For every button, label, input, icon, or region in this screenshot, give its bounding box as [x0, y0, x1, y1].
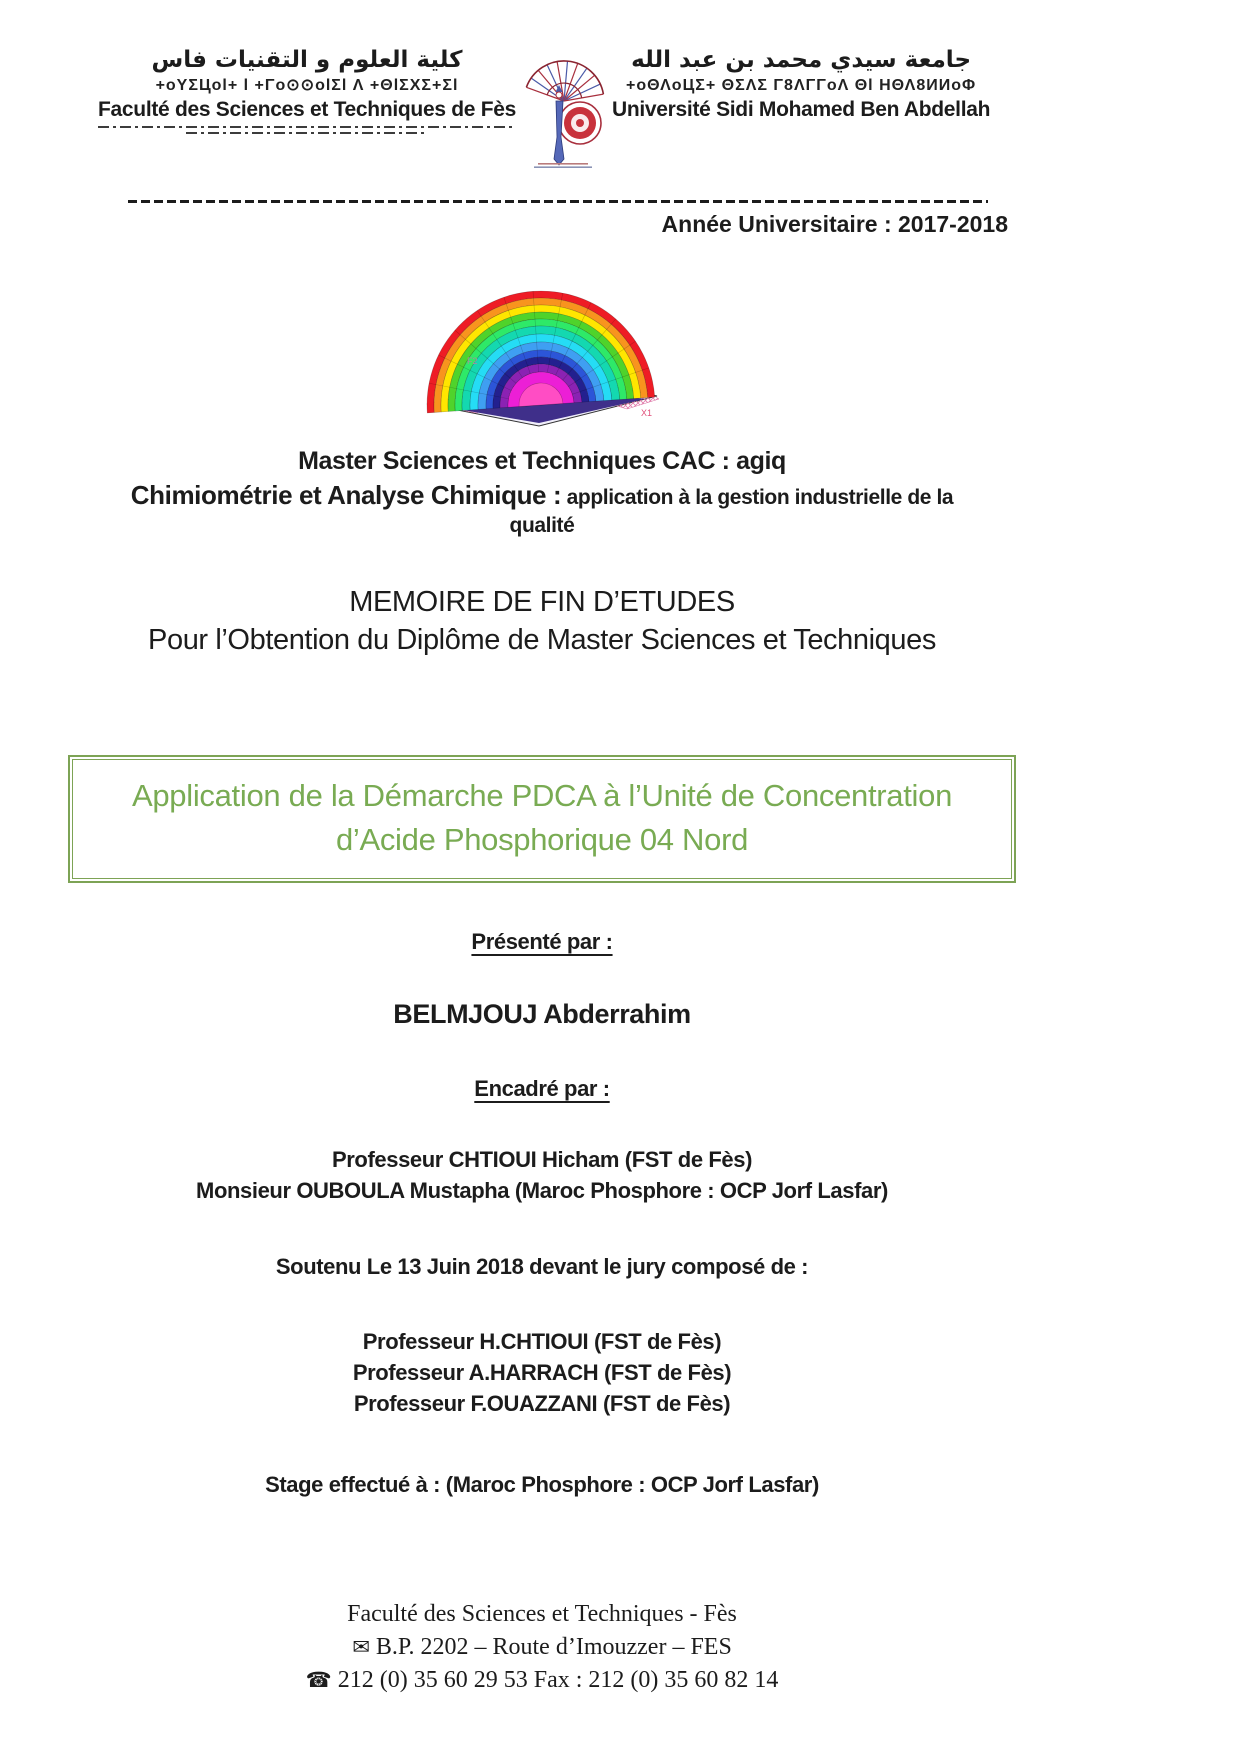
mail-icon: ✉ — [352, 1635, 370, 1659]
defense-line: Soutenu Le 13 Juin 2018 devant le jury composé de : — [275, 1254, 809, 1279]
university-name-french: Université Sidi Mohamed Ben Abdellah — [611, 98, 991, 121]
supervisor-line: Monsieur OUBOULA Mustapha (Maroc Phosphore : OCP Jorf Lasfar) — [196, 1178, 888, 1203]
supervisor-line: Professeur CHTIOUI Hicham (FST de Fès) — [332, 1147, 752, 1172]
internship-line: Stage effectué à : (Maroc Phosphore : OCP Jorf Lasfar) — [265, 1472, 819, 1497]
thesis-title-box-inner — [72, 759, 1012, 879]
university-block — [612, 45, 990, 122]
jury-member-line: Professeur A.HARRACH (FST de Fès) — [352, 1360, 732, 1385]
jury-member-line: Professeur H.CHTIOUI (FST de Fès) — [362, 1329, 722, 1354]
specialty-name: Chimiométrie et Analyse Chimique : — [130, 480, 562, 510]
university-seal-icon — [516, 45, 608, 169]
specialty-subtitle-cont: qualité — [509, 514, 575, 537]
phone-icon: ☎ — [305, 1668, 332, 1692]
faculty-name-arabic: كلية العلوم و التقنيات فاس — [151, 47, 463, 73]
jury-member-line: Professeur F.OUAZZANI (FST de Fès) — [353, 1391, 731, 1416]
faculty-name-tifinagh: +oYΣЦol+ l +Γo⊙⊙olΣl Λ +ΘlΣXΣ+Σl — [155, 77, 459, 94]
faculty-name-french: Faculté des Sciences et Techniques de Fès — [98, 98, 516, 121]
plot-x-axis-label: X1 — [641, 408, 653, 418]
memoire-subheading: Pour l’Obtention du Diplôme de Master Sciences et Techniques — [148, 624, 936, 656]
supervised-by-label: Encadré par : — [474, 1076, 610, 1101]
footer-phone-text: 212 (0) 35 60 29 53 Fax : 212 (0) 35 60 82 14 — [337, 1667, 779, 1693]
program-specialty-line — [68, 480, 1016, 511]
thesis-title-box — [68, 755, 1016, 883]
thesis-title-line1: Application de la Démarche PDCA à l’Unité de Concentration — [131, 778, 953, 813]
faculty-block — [98, 45, 516, 134]
dashed-divider — [128, 200, 988, 203]
university-name-tifinagh: +oΘΛoЦΣ+ ΘΣΛΣ Γ8ΛΓΓoΛ Θl ΗΘΛ8ИИoΦ — [626, 77, 977, 94]
footer-address-text: B.P. 2202 – Route d’Imouzzer – FES — [375, 1634, 732, 1660]
footer-contact-block — [68, 1598, 1016, 1697]
response-surface-icon — [413, 258, 671, 434]
academic-year: Année Universitaire : 2017-2018 — [661, 211, 1008, 237]
memoire-heading: MEMOIRE DE FIN D’ETUDES — [349, 586, 735, 618]
dash-dot-rule — [98, 126, 516, 128]
master-program-line: Master Sciences et Techniques CAC : agiq — [298, 447, 786, 475]
specialty-subtitle: application à la gestion industrielle de la — [561, 486, 954, 509]
dash-dot-rule — [186, 132, 428, 134]
thesis-title-line2: d’Acide Phosphorique 04 Nord — [335, 822, 749, 857]
footer-institution: Faculté des Sciences et Techniques - Fès — [347, 1601, 737, 1627]
footer-address — [68, 1631, 1016, 1664]
plot-y-axis-label: F2 — [467, 356, 478, 366]
author-name: BELMJOUJ Abderrahim — [393, 999, 691, 1029]
footer-phone — [68, 1664, 1016, 1697]
university-name-arabic: جامعة سيدي محمد بن عبد الله — [631, 47, 972, 73]
page-header — [68, 45, 1016, 174]
university-logo — [516, 45, 612, 174]
presented-by-label: Présenté par : — [471, 929, 613, 954]
surface-plot-figure — [68, 258, 1016, 439]
